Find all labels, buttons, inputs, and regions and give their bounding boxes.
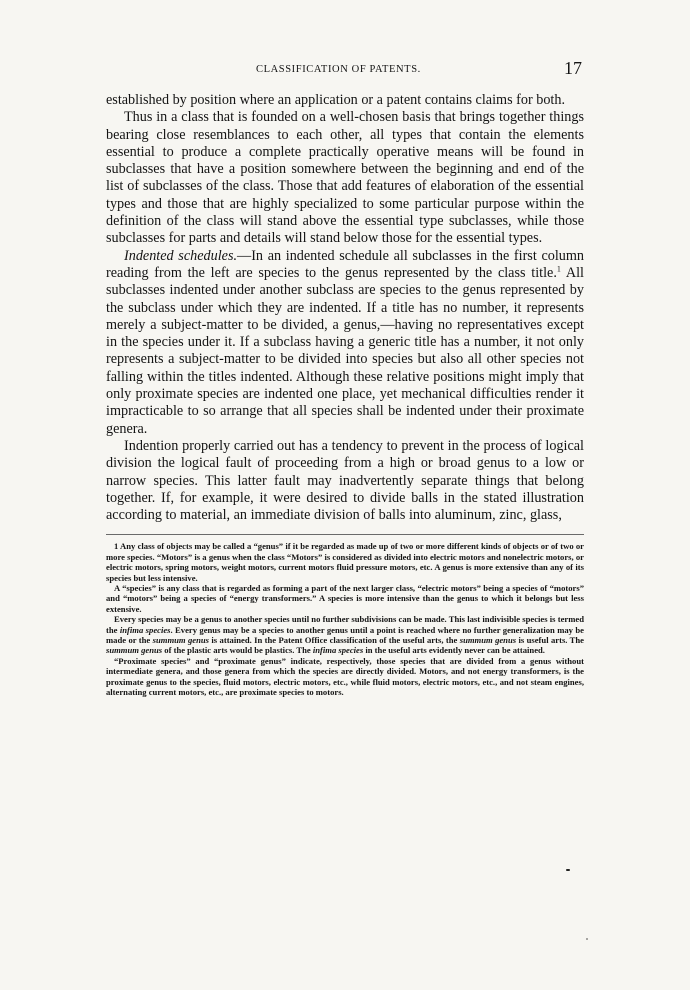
book-page bbox=[106, 60, 584, 698]
term-summum-genus: summum genus bbox=[152, 635, 210, 646]
footnote-text: is useful arts. The bbox=[516, 635, 584, 646]
page-number: 17 bbox=[564, 58, 582, 78]
term-infima-species: infima species bbox=[312, 645, 364, 656]
footnote-genus bbox=[106, 614, 584, 656]
ink-speck bbox=[566, 869, 570, 871]
footnote-proximate: “Proximate species” and “proximate genus” indicate, respectively, those species that are divided from a genus without intermediate genera, and those genera from which the species are directly divided. Motors, and not energy transformers, is the proximate genus to the species, fluid motors, electric motors, etc., while fluid motors, electric motors, etc., and not steam engines, alternating current motors, etc., are proximate species to motors. bbox=[106, 655, 584, 698]
footnote-1: 1 Any class of objects may be called a “genus” if it be regarded as made up of two or more different kinds of objects or of two or more species. “Motors” is a genus when the class “Motors” is considered as divided into electric motors and nonelectric motors, or electric motors, spring motors, weight motors, current motors fluid pressure motors, etc. A genus is more extensive than any of its species but less intensive. bbox=[106, 541, 584, 583]
term-infima-species: infima species bbox=[119, 624, 171, 635]
footnote-text: Every species may be a genus to another species until no further subdivisions can be made. This last indivisible species is termed the bbox=[106, 614, 584, 635]
paragraph-indented-schedules bbox=[106, 248, 584, 438]
footnote-text: is attained. In the Patent Office classification of the useful arts, the bbox=[209, 635, 460, 646]
ink-speck bbox=[586, 938, 588, 940]
run-in-heading: Indented schedules. bbox=[124, 247, 238, 264]
paragraph-types: Thus in a class that is founded on a well-chosen basis that brings together things bearing close resemblances to each other, all types that contain the elements essential to produce a complete practically operative means will be found in subclasses that have a position somewhere between the beginning and end of the list of subclasses of the class. Those that add features of elaboration of the essential types and those that are highly specialized to some particular purpose within the definition of the class will stand above the essential type subclasses, while those subclasses for parts and details will stand below those for the essential types. bbox=[106, 109, 584, 247]
footnote-text: of the plastic arts would be plastics. The bbox=[162, 645, 313, 656]
body-text bbox=[106, 92, 584, 524]
term-summum-genus: summum genus bbox=[459, 635, 517, 646]
term-summum-genus: summum genus bbox=[106, 645, 163, 656]
footnote-text: . Every genus may be a species to another genus until a point is reached where no further generalization may be made or the bbox=[106, 624, 584, 646]
paragraph-indention: Indention properly carried out has a tendency to prevent in the process of logical division the logical fault of proceeding from a high or broad genus to a low or narrow species. This latter fault may inadvertently separate things that belong together. If, for example, it were desired to divide balls in the stated illustration according to material, an immediate division of balls into aluminum, zinc, glass, bbox=[106, 437, 584, 524]
footnote-rule bbox=[106, 534, 584, 535]
footnote-ref[interactable]: 1 bbox=[556, 264, 561, 274]
running-head bbox=[106, 60, 584, 84]
running-title: CLASSIFICATION OF PATENTS. bbox=[256, 64, 421, 75]
paragraph-text: All subclasses indented under another subclass are species to the genus represented by the subclass under which they are indented. If a title has no number, it represents merely a subject-matter to be divided, a genus,—having no representatives except in the species under it. If a subclass having a generic title has a number, it not only represents a subject-matter to be divided into species but also all other species not falling within the titles indented. Although these relative positions might imply that only proximate species are indented one place, yet mechanical difficulties render it impracticable to so arrange that all species shall be indented under their proximate genera. bbox=[106, 264, 584, 437]
footnotes bbox=[106, 541, 584, 697]
paragraph-continued: established by position where an application or a patent contains claims for both. bbox=[106, 92, 566, 108]
footnote-text: in the useful arts evidently never can be attained. bbox=[363, 645, 545, 656]
paragraph-text: —In an indented schedule all subclasses in the first column reading from the left are species to the genus represented by the class title. bbox=[106, 247, 584, 281]
footnote-species: A “species” is any class that is regarded as forming a part of the next larger class, “electric motors” being a species of “motors” and “motors” being a species of “energy transformers.” A species is more intensive than the genus to which it belongs but less extensive. bbox=[106, 583, 584, 614]
